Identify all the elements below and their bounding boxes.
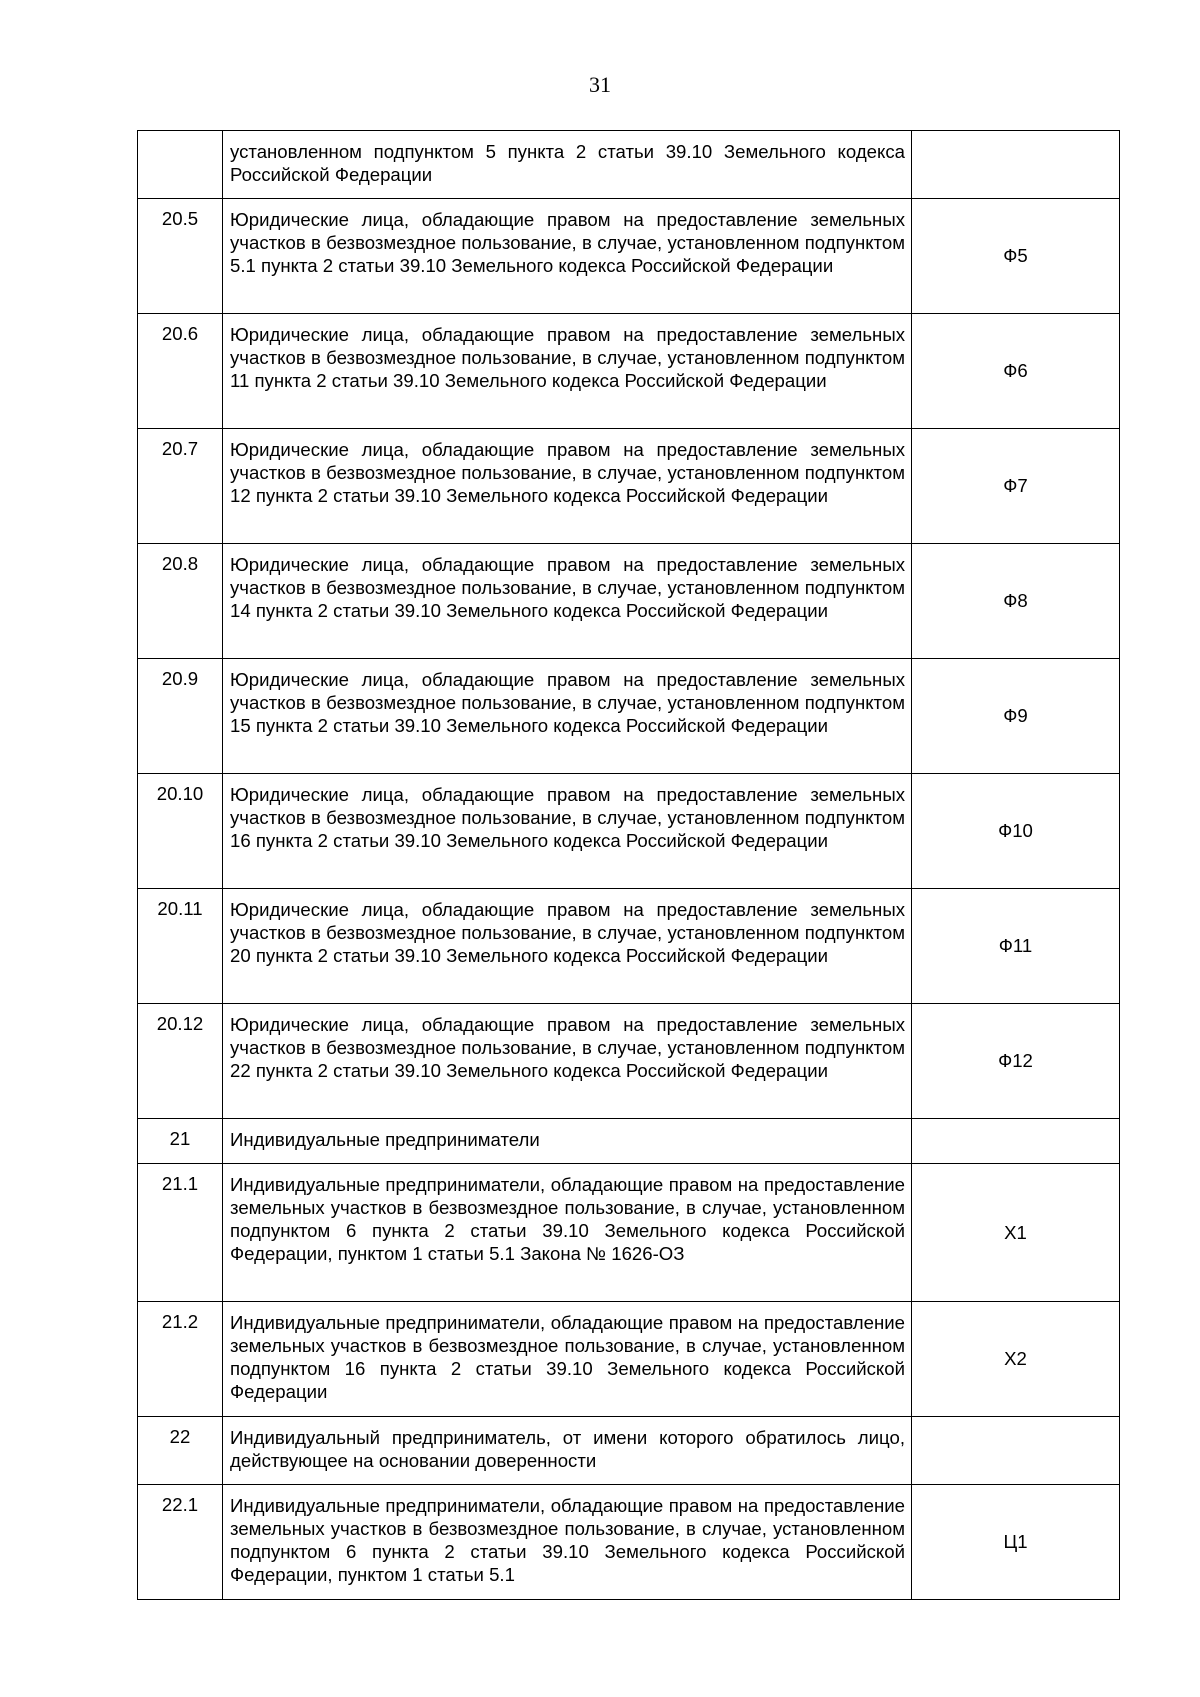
table-row — [138, 199, 1120, 314]
table-row — [138, 774, 1120, 889]
row-number: 21.1 — [138, 1164, 223, 1302]
row-code — [912, 1119, 1120, 1164]
row-code: Ф5 — [912, 199, 1120, 314]
table-row — [138, 429, 1120, 544]
row-code — [912, 131, 1120, 199]
row-description: Юридические лица, обладающие правом на предоставление земельных участков в безвозмездное пользование, в случае, установленном подпунктом 20 пункта 2 статьи 39.10 Земельного кодекса Российской Федерации — [223, 889, 912, 1004]
table-row — [138, 659, 1120, 774]
table-row — [138, 1004, 1120, 1119]
table-row — [138, 1164, 1120, 1302]
row-code: Ф11 — [912, 889, 1120, 1004]
row-code: Ф7 — [912, 429, 1120, 544]
table-row — [138, 1302, 1120, 1417]
row-code: Х2 — [912, 1302, 1120, 1417]
row-code: Ф8 — [912, 544, 1120, 659]
row-number: 20.5 — [138, 199, 223, 314]
row-number: 22 — [138, 1417, 223, 1485]
row-description: установленном подпунктом 5 пункта 2 статьи 39.10 Земельного кодекса Российской Федерации — [223, 131, 912, 199]
row-number: 20.10 — [138, 774, 223, 889]
row-code: Ц1 — [912, 1485, 1120, 1600]
row-number: 20.8 — [138, 544, 223, 659]
table-row — [138, 1417, 1120, 1485]
row-description: Индивидуальные предприниматели — [223, 1119, 912, 1164]
page-number: 31 — [589, 72, 611, 97]
row-code: Ф12 — [912, 1004, 1120, 1119]
row-description: Индивидуальные предприниматели, обладающие правом на предоставление земельных участков в безвозмездное пользование, в случае, установленном подпунктом 6 пункта 2 статьи 39.10 Земельного кодекса Российской Федерации, пунктом 1 статьи 5.1 Закона № 1626-ОЗ — [223, 1164, 912, 1302]
row-number: 20.12 — [138, 1004, 223, 1119]
row-code: Х1 — [912, 1164, 1120, 1302]
row-description: Юридические лица, обладающие правом на предоставление земельных участков в безвозмездное пользование, в случае, установленном подпунктом 16 пункта 2 статьи 39.10 Земельного кодекса Российской Федерации — [223, 774, 912, 889]
table-row — [138, 131, 1120, 199]
row-number: 20.7 — [138, 429, 223, 544]
row-number: 20.6 — [138, 314, 223, 429]
row-number: 21 — [138, 1119, 223, 1164]
row-description: Юридические лица, обладающие правом на предоставление земельных участков в безвозмездное пользование, в случае, установленном подпунктом 11 пункта 2 статьи 39.10 Земельного кодекса Российской Федерации — [223, 314, 912, 429]
row-number: 21.2 — [138, 1302, 223, 1417]
applicant-category-table — [137, 130, 1120, 1600]
row-description: Юридические лица, обладающие правом на предоставление земельных участков в безвозмездное пользование, в случае, установленном подпунктом 12 пункта 2 статьи 39.10 Земельного кодекса Российской Федерации — [223, 429, 912, 544]
row-description: Юридические лица, обладающие правом на предоставление земельных участков в безвозмездное пользование, в случае, установленном подпунктом 22 пункта 2 статьи 39.10 Земельного кодекса Российской Федерации — [223, 1004, 912, 1119]
table-row — [138, 889, 1120, 1004]
row-number: 22.1 — [138, 1485, 223, 1600]
row-number: 20.11 — [138, 889, 223, 1004]
row-description: Юридические лица, обладающие правом на предоставление земельных участков в безвозмездное пользование, в случае, установленном подпунктом 15 пункта 2 статьи 39.10 Земельного кодекса Российской Федерации — [223, 659, 912, 774]
row-description: Индивидуальные предприниматели, обладающие правом на предоставление земельных участков в безвозмездное пользование, в случае, установленном подпунктом 16 пункта 2 статьи 39.10 Земельного кодекса Российской Федерации — [223, 1302, 912, 1417]
row-description: Юридические лица, обладающие правом на предоставление земельных участков в безвозмездное пользование, в случае, установленном подпунктом 5.1 пункта 2 статьи 39.10 Земельного кодекса Российской Федерации — [223, 199, 912, 314]
row-description: Юридические лица, обладающие правом на предоставление земельных участков в безвозмездное пользование, в случае, установленном подпунктом 14 пункта 2 статьи 39.10 Земельного кодекса Российской Федерации — [223, 544, 912, 659]
row-description: Индивидуальные предприниматели, обладающие правом на предоставление земельных участков в безвозмездное пользование, в случае, установленном подпунктом 6 пункта 2 статьи 39.10 Земельного кодекса Российской Федерации, пунктом 1 статьи 5.1 — [223, 1485, 912, 1600]
row-number — [138, 131, 223, 199]
table-row — [138, 1485, 1120, 1600]
row-code — [912, 1417, 1120, 1485]
row-code: Ф10 — [912, 774, 1120, 889]
table-row — [138, 314, 1120, 429]
table-row — [138, 1119, 1120, 1164]
table-row — [138, 544, 1120, 659]
row-number: 20.9 — [138, 659, 223, 774]
row-description: Индивидуальный предприниматель, от имени которого обратилось лицо, действующее на основании доверенности — [223, 1417, 912, 1485]
row-code: Ф9 — [912, 659, 1120, 774]
row-code: Ф6 — [912, 314, 1120, 429]
